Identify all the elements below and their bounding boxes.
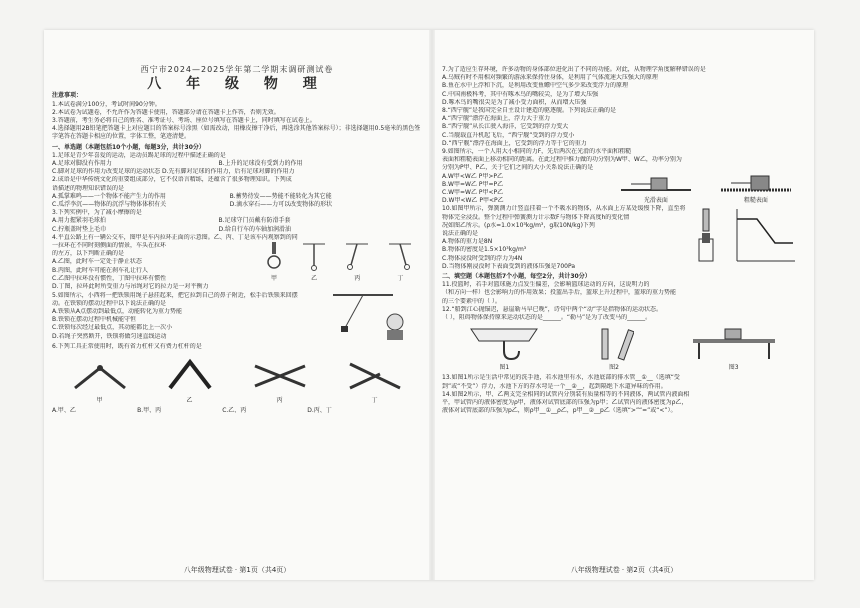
figure-label: 光滑表面 xyxy=(643,197,668,205)
option: C.乙图中拉环没有惯性，丁图中拉环有惯性 xyxy=(52,274,167,282)
figure-label: 图1 xyxy=(499,364,510,372)
options-row xyxy=(52,407,422,415)
option: A.乙图，此时车一定处于静止状态 xyxy=(52,258,142,266)
figure-jia xyxy=(264,242,284,283)
option: D.当物体刚浸没时下表面受到的液体压强是700Pa xyxy=(442,262,576,270)
question-line: 8.“西宁舰”是我国完全自主设计建造的驱逐舰。下列说法正确的是 xyxy=(442,107,616,115)
question-line: 的三个要素中的（ ）。 xyxy=(442,297,501,305)
figure-label: 粗糙表面 xyxy=(743,197,768,205)
question-line: 表面和粗糙表面上移动相同的距离。在此过程中推力做的功分别为W甲、W乙，功率分别为 xyxy=(442,156,682,164)
hand-ring-side-icon xyxy=(301,242,327,272)
note-line: 4.选择题用2B铅笔把答题卡上对应题目的答案标号涂黑（如需改动，用橡皮擦干净后，再选涂其他答案标号）；非选择题用0.5毫米的黑色签字笔答在答题卡相应的位置，字体工整，笔迹清楚。 xyxy=(52,125,421,141)
q9-figures xyxy=(606,164,806,205)
figure-label: 丁 xyxy=(371,396,378,404)
question-line: 况如图乙所示。(ρ水=1.0×10³kg/m³，g取10N/kg)下列 xyxy=(442,221,595,229)
option: B.“西宁舰”从长江驶入海洋，它受到的浮力变大 xyxy=(442,123,569,131)
question-line: 说法正确的是 xyxy=(442,230,479,238)
hand-ring-front-icon xyxy=(264,242,284,272)
section-heading: 二、填空题（本题包括7个小题，每空2分，共计30分） xyxy=(442,273,591,281)
question-line: 9.如图所示，一个人用大小相同的力F，先后两次在光滑的水平面和粗糙 xyxy=(442,148,632,156)
option: B.蓄势待发——势能不能转化为其它能 xyxy=(229,192,332,200)
q10-figures xyxy=(697,205,806,271)
question-line: 3.下列实例中，为了减小摩擦的是 xyxy=(52,209,142,217)
figure-bing xyxy=(344,242,370,283)
option: A.铁锁从A点摆动到最低点，动能转化为重力势能 xyxy=(52,308,183,316)
option: B.W甲=W乙 P甲=P乙 xyxy=(442,180,504,188)
option: C.乙、丙 xyxy=(222,407,247,415)
hand-ring-tilt-left-icon xyxy=(344,242,370,272)
question-line: 7.为了适应生存环境，许多动物的身体部位进化出了不同的功能。对此，从物理学角度解释错误的是 xyxy=(442,66,706,73)
option: C.瓜浮李沉——物体的沉浮与物体体积有关 xyxy=(52,201,167,209)
question-line: 5.如图所示，小西将一把铁锁用绳子悬挂起来，把它拉到自己的鼻子附近，松手后铁锁来回摆 xyxy=(52,291,298,299)
block-on-table-icon xyxy=(689,325,779,361)
option: B.鱼在水中上浮和下沉，是利用改变鱼鳔中空气多少来改变浮力的原理 xyxy=(442,82,629,90)
note-line: 2.本试卷为试题卷，不允许作为答题卡使用，答题部分请在答题卡上作答，否则无效。 xyxy=(52,108,280,116)
hand-ring-tilt-right-icon xyxy=(387,242,413,272)
option: B.铁锁在摆动过程中机械能守恒 xyxy=(52,316,137,324)
question-line: 分别为P甲、P乙，关于它们之间的大小关系说法正确的是 xyxy=(442,164,594,172)
option: D.啄木鸟的嘴很尖是为了减小受力面积，从而增大压强 xyxy=(442,98,587,106)
question-line: 物体完全浸没。整个过程中弹簧测力计示数F与物体下降高度h的变化情 xyxy=(442,213,630,221)
options-row xyxy=(52,193,422,201)
exam-page-2 xyxy=(442,30,806,580)
option: C.脚对足球的作用力改变足球的运动状态 D.先有脚对足球的作用力，后有足球对脚的作用力 xyxy=(52,168,295,176)
figure-yi xyxy=(301,242,327,283)
exam-paper xyxy=(44,30,814,580)
subject-title: 八 年 级 物 理 xyxy=(147,76,327,93)
pendulum-lock-icon xyxy=(333,292,413,340)
page-footer: 八年级物理试卷 · 第1页（共4页） xyxy=(183,565,291,574)
figure-label: 图3 xyxy=(728,364,739,372)
q4-figures xyxy=(256,242,423,283)
option: A.足球对脚没有作用力 xyxy=(52,160,112,168)
sink-drain-icon xyxy=(469,325,539,361)
exam-page-1 xyxy=(52,30,422,580)
option: C.中国南极科考，其中有啄木鸟的嘴较尖，是为了增大压强 xyxy=(442,90,599,98)
question-line: 语描述的物理知识错误的是 xyxy=(52,184,125,192)
test-tubes-icon xyxy=(594,325,634,361)
figure-3 xyxy=(689,325,779,372)
question-line: 14.如图2所示，甲、乙两支完全相同的试管内分别装有质量相等的不同液体，两试管内液面相 xyxy=(442,390,690,398)
figure-label: 乙 xyxy=(186,396,193,404)
option: D.丁图，拉环此时所受重力与吊绳对它的拉力是一对平衡力 xyxy=(52,283,209,291)
tool-figure-jia xyxy=(70,358,130,405)
option: A.W甲<W乙 P甲>P乙 xyxy=(442,172,503,180)
option: B.甲、丙 xyxy=(137,407,162,415)
block-on-rough-surface-icon xyxy=(721,168,791,194)
question-line: 13.如图1所示是生活中常见的洗手池，若水池里有水，水池底部的排水管__①__（选填“受 xyxy=(442,374,680,382)
page-gutter xyxy=(429,30,435,580)
figure-label: 丙 xyxy=(354,275,361,283)
figure-2 xyxy=(594,325,634,372)
figure-label: 图2 xyxy=(609,364,619,372)
figure-label: 丙 xyxy=(276,396,283,404)
question-line: 12.“船到江心抛锚迟，悬崖勒马早已晚”，诗句中两个“动”字是指物体的运动状态。 xyxy=(442,305,662,313)
option: B.丙图，此时车可能在刹车礼让行人 xyxy=(52,266,149,274)
option: B.物体的密度是1.5×10³kg/m³ xyxy=(442,246,527,254)
option: D.“西宁舰”漂浮在海面上，它受到的浮力等于它的重力 xyxy=(442,139,587,147)
tool-figure-bing xyxy=(250,358,310,405)
question-line: 一拉环在不同时刻侧面的情景，车头在拉环 xyxy=(52,242,167,250)
page-footer: 八年级物理试卷 · 第2页（共4页） xyxy=(570,565,678,574)
q6-figures xyxy=(52,353,422,405)
figure-1 xyxy=(469,325,539,372)
scissors-icon xyxy=(250,358,310,394)
question-line: 液体对试管底部的压强为p乙，则ρ甲__①__ρ乙，p甲__②__p乙（选填“>”“=”或“<”）。 xyxy=(442,407,677,415)
spring-scale-graph-icon xyxy=(697,205,797,267)
shears-icon xyxy=(345,358,405,394)
note-line: 1.本试卷满分100分，考试时间90分钟。 xyxy=(52,100,161,108)
option: A.“西宁舰”漂浮在海面上，浮力大于重力 xyxy=(442,115,551,123)
section-heading: 一、单选题（本题包括10个小题，每题3分，共计30分） xyxy=(52,143,205,151)
question-line: 10.如图甲所示，弹簧测力计竖直挂着一个不吸水的物体，从水面上方某处缓慢下降，直至将 xyxy=(442,205,686,213)
options-row xyxy=(52,217,422,225)
question-line: 11.投篮时，若手对篮球施力点发生偏差，会影响篮球运动的方向，这说明力的 xyxy=(442,281,650,289)
option: C.物体浸没时受到的浮力为4N xyxy=(442,254,523,262)
figure-ding xyxy=(387,242,413,283)
options-row xyxy=(52,226,422,234)
question-line: 到”或“不受”）浮力，水池下方的存水弯是一个__②__，起到隔绝下水道异味的作用。 xyxy=(442,382,667,390)
option: A.物体的重力是8N xyxy=(442,238,493,246)
option: A.孤掌难鸣——一个物体不能产生力的作用 xyxy=(52,192,166,200)
smooth-surface-figure xyxy=(621,168,691,205)
option: C.当舰载直升机起飞后，“西宁舰”受到的浮力变小 xyxy=(442,131,575,139)
option: D.若绳子突然断开，铁锁将做匀速直线运动 xyxy=(52,332,167,340)
options-row xyxy=(52,160,422,168)
option: C.拧瓶盖时垫上毛巾 xyxy=(52,225,107,233)
question-line: 1.足球是青少年喜爱的运动，运动员踢足球的过程中描述正确的是 xyxy=(52,151,226,159)
option: B.上升的足球没有受到力的作用 xyxy=(218,160,303,168)
question-line: 动。在铁锁的摆动过程中以下说法正确的是 xyxy=(52,299,167,307)
pendulum-figure xyxy=(333,292,422,343)
option: A.用力握紧羽毛球拍 xyxy=(52,217,106,225)
exam-header: 西宁市2024—2025学年第二学期末调研测试卷 xyxy=(140,65,334,74)
option: C.铁锁每次经过最低点，其动能都比上一次小 xyxy=(52,324,173,332)
figure-label: 甲 xyxy=(96,396,103,404)
note-line: 3.答题前，考生务必将自己的姓名、准考证号、考场、座位号填写在答题卡上，同时填写在试卷上。 xyxy=(52,117,316,125)
tweezers-icon xyxy=(165,358,215,394)
question-line: 4.平直公路上有一辆公交车，图甲是车内拉环正面的示意图。乙、丙、丁是该车内观察到的同 xyxy=(52,233,298,241)
tool-figure-yi xyxy=(165,358,215,405)
figure-label: 丁 xyxy=(397,275,404,283)
tool-figure-ding xyxy=(345,358,405,405)
option: B.足球守门员戴有防滑手套 xyxy=(218,217,291,225)
option: A.乌贼有时不用相对频繁的游泳来保持住身体，是利用了气体流速大压强大的原理 xyxy=(442,74,658,82)
option: D.丙、丁 xyxy=(307,407,332,415)
option: D.给自行车的车轴加润滑油 xyxy=(218,225,292,233)
figure-label: 甲 xyxy=(271,275,278,283)
question-line: （ ），阻碍物体保持原来运动状态的是______。“勒马”是为了改变马的______。 xyxy=(442,314,652,322)
options-row xyxy=(52,201,422,209)
question-line: 的左方，以下判断正确的是 xyxy=(52,250,125,258)
pliers-icon xyxy=(70,358,130,394)
question-line: （和方向一样）也会影响力的作用效果；投篮出手后，篮球上升过程中，篮球的重力势能 xyxy=(442,289,677,297)
block-on-smooth-surface-icon xyxy=(621,168,691,194)
q12-figures xyxy=(442,324,806,372)
question-line: 平，甲试管内的液体密度为ρ甲，液体对试管底部的压强为p甲；乙试管内的液体密度为ρ乙， xyxy=(442,398,688,406)
option: C.W甲=W乙 P甲<P乙 xyxy=(442,189,504,197)
question-line: 6.下列工具正常使用时，既有省力杠杆又有费力杠杆的是 xyxy=(52,342,202,350)
notes-heading: 注意事项： xyxy=(52,92,83,100)
question-line: 2.成语是中华传统文化的重要组成部分，它不仅语言精练，还蕴含了很多物理知识。下列成 xyxy=(52,176,292,184)
option: A.甲、乙 xyxy=(52,407,76,415)
rough-surface-figure xyxy=(721,168,791,205)
option: D.滴水穿石——力可以改变物体的形状 xyxy=(229,201,333,209)
figure-label: 乙 xyxy=(311,275,318,283)
option: D.W甲<W乙 P甲<P乙 xyxy=(442,197,504,205)
